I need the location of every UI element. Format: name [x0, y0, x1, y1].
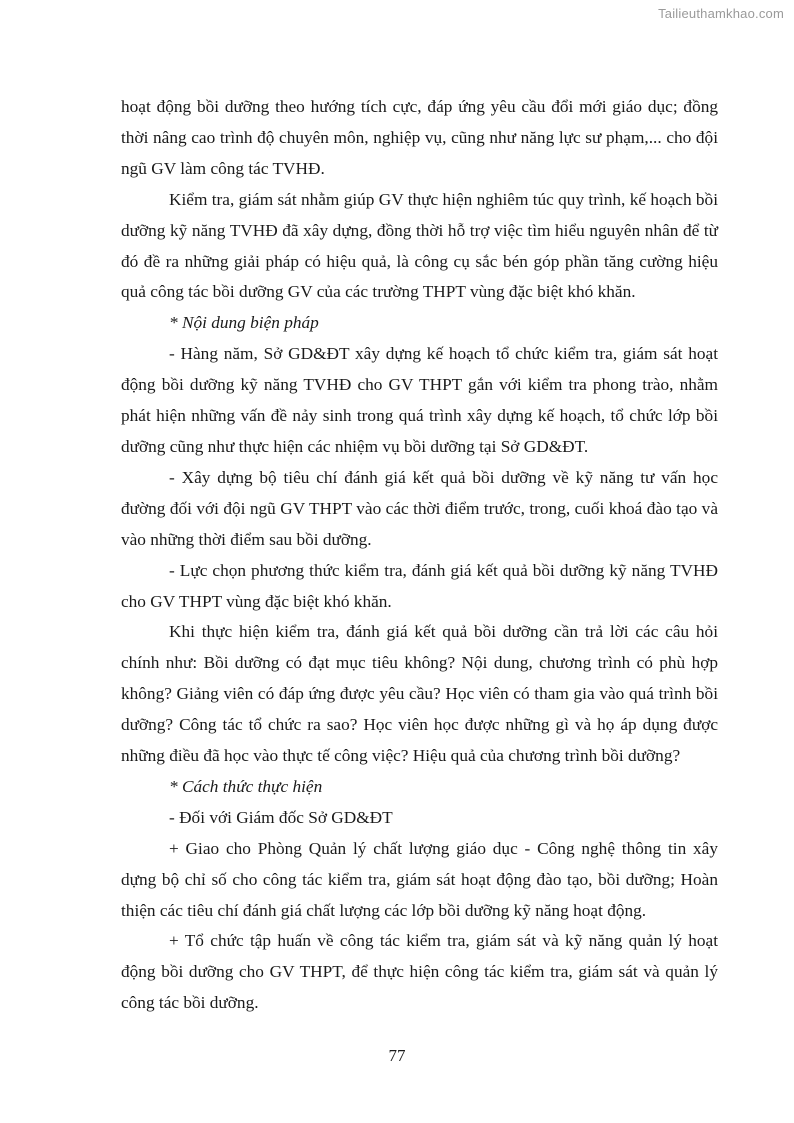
- subheading-cach-thuc-thuc-hien: * Cách thức thực hiện: [169, 776, 323, 796]
- paragraph-tieu-chi: - Xây dựng bộ tiêu chí đánh giá kết quả bồi dưỡng về kỹ năng tư vấn học đường đối với đội ngũ GV THPT vào các thời điểm trước, trong, cuối khoá đào tạo và vào những thời điểm sau bồi dưỡng.: [121, 467, 718, 549]
- paragraph-continuation: hoạt động bồi dưỡng theo hướng tích cực, đáp ứng yêu cầu đổi mới giáo dục; đồng thời nâng cao trình độ chuyên môn, nghiệp vụ, cũng như năng lực sư phạm,... cho đội ngũ GV làm công tác TVHĐ.: [121, 97, 718, 178]
- page-body: [121, 92, 718, 1019]
- paragraph-giam-doc: - Đối với Giám đốc Sở GD&ĐT: [169, 807, 393, 827]
- watermark-text: Tailieuthamkhao.com: [658, 6, 784, 21]
- page-number: 77: [388, 1046, 406, 1065]
- paragraph-phuong-thuc: - Lực chọn phương thức kiểm tra, đánh giá kết quả bồi dưỡng kỹ năng TVHĐ cho GV THPT vùng đặc biệt khó khăn.: [121, 560, 718, 611]
- paragraph-kiem-tra: Kiểm tra, giám sát nhằm giúp GV thực hiện nghiêm túc quy trình, kế hoạch bồi dưỡng kỹ năng TVHĐ đã xây dựng, đồng thời hỗ trợ việc tìm hiểu nguyên nhân để từ đó đề ra những giải pháp có hiệu quả, là công cụ sắc bén góp phần tăng cường hiệu quả công tác bồi dưỡng GV của các trường THPT vùng đặc biệt khó khăn.: [121, 189, 718, 302]
- paragraph-tap-huan: + Tổ chức tập huấn về công tác kiểm tra, giám sát và kỹ năng quản lý hoạt động bồi dưỡng cho GV THPT, để thực hiện công tác kiểm tra, giám sát và quản lý công tác bồi dưỡng.: [121, 931, 718, 1013]
- paragraph-hang-nam: - Hàng năm, Sở GD&ĐT xây dựng kế hoạch tổ chức kiểm tra, giám sát hoạt động bồi dưỡng kỹ năng TVHĐ cho GV THPT gắn với kiểm tra phong trào, nhằm phát hiện những vấn đề nảy sinh trong quá trình xây dựng kế hoạch, tổ chức lớp bồi dưỡng cũng như thực hiện các nhiệm vụ bồi dưỡng tại Sở GD&ĐT.: [121, 344, 718, 456]
- paragraph-giao-phong: + Giao cho Phòng Quản lý chất lượng giáo dục - Công nghệ thông tin xây dựng bộ chỉ số cho công tác kiểm tra, giám sát hoạt động đào tạo, bồi dưỡng; Hoàn thiện các tiêu chí đánh giá chất lượng các lớp bồi dưỡng kỹ năng hoạt động.: [121, 838, 718, 920]
- paragraph-cau-hoi: Khi thực hiện kiểm tra, đánh giá kết quả bồi dưỡng cần trả lời các câu hỏi chính như: Bồi dưỡng có đạt mục tiêu không? Nội dung, chương trình có phù hợp không? Giảng viên có đáp ứng được yêu cầu? Học viên có tham gia vào quá trình bồi dưỡng? Công tác tổ chức ra sao? Học viên học được những gì và họ áp dụng được những điều đã học vào thực tế công việc? Hiệu quả của chương trình bồi dưỡng?: [121, 622, 718, 766]
- subheading-noi-dung-bien-phap: * Nội dung biện pháp: [169, 313, 319, 333]
